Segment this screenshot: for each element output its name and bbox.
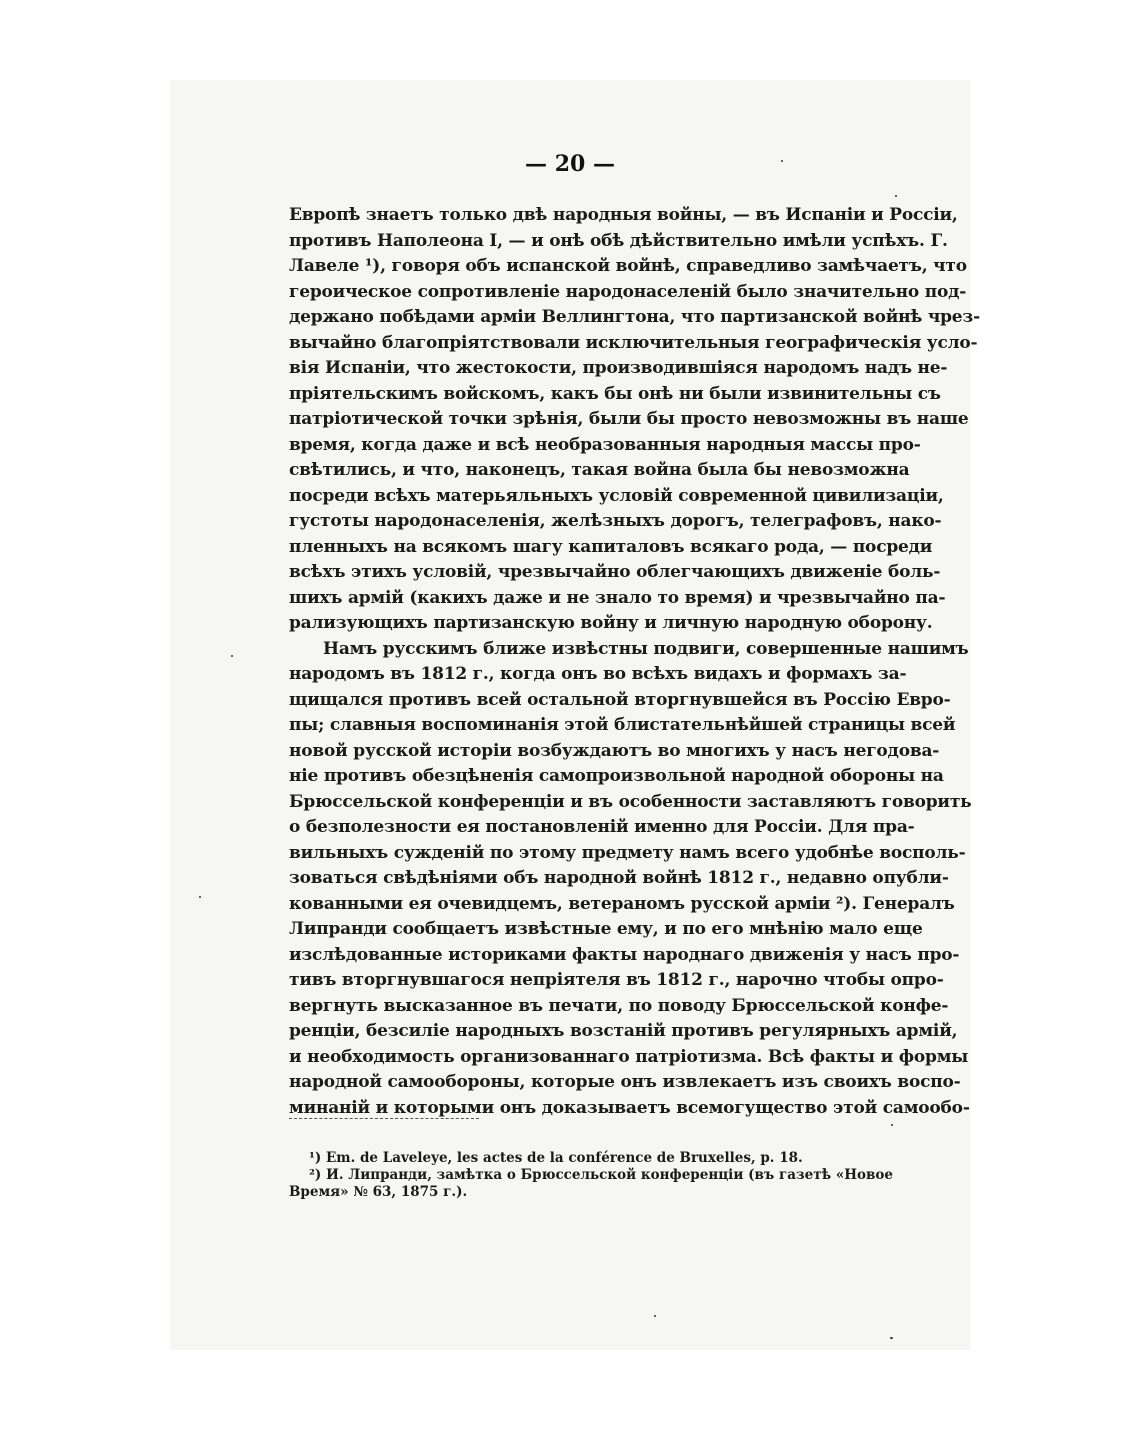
text-line: противъ Наполеона I, — и онѣ обѣ дѣйствительно имѣли успѣхъ. Г. <box>289 230 948 251</box>
footnote-separator <box>289 1118 479 1119</box>
scan-speck <box>891 1124 893 1126</box>
text-line: зоваться свѣдѣніями объ народной войнѣ 1812 г., недавно опубли- <box>289 868 949 888</box>
footnotes <box>289 1150 893 1201</box>
text-line: время, когда даже и всѣ необразованныя народныя массы про- <box>289 434 921 455</box>
text-line: о безполезности ея постановленій именно для Россіи. Для пра- <box>289 817 915 837</box>
text-line: свѣтились, и что, наконецъ, такая война была бы невозможна <box>289 460 910 480</box>
footnote-2: ²) И. Липранди, замѣтка о Брюссельской конференціи (въ газетѣ «Новое <box>309 1167 893 1183</box>
scan-speck <box>895 195 897 197</box>
text-line: пріятельскимъ войскомъ, какъ бы онѣ ни были извинительны съ <box>289 383 941 404</box>
paragraph-first-line: Намъ русскимъ ближе извѣстны подвиги, совершенные нашимъ <box>323 638 969 659</box>
text-line: ренціи, безсиліе народныхъ возстаній противъ регулярныхъ армій, <box>289 1021 958 1041</box>
scan-speck <box>199 896 201 898</box>
text-line: народной самообороны, которые онъ извлекаетъ изъ своихъ воспо- <box>289 1072 961 1092</box>
body-text <box>289 203 980 1121</box>
text-line: патріотической точки зрѣнія, были бы просто невозможны въ наше <box>289 409 969 429</box>
text-line: минаній и которыми онъ доказываетъ всемогущество этой самообо- <box>289 1097 970 1118</box>
scan-speck <box>890 1337 893 1339</box>
text-line: всѣхъ этихъ условій, чрезвычайно облегчающихъ движеніе боль- <box>289 562 941 582</box>
text-line: щищался противъ всей остальной вторгнувшейся въ Россію Евро- <box>289 689 951 710</box>
text-line: Липранди сообщаетъ извѣстные ему, и по его мнѣнію мало еще <box>289 919 923 939</box>
text-line: вія Испаніи, что жестокости, производившіяся народомъ надъ не- <box>289 358 948 378</box>
text-line: пленныхъ на всякомъ шагу капиталовъ всякаго рода, — посреди <box>289 536 933 557</box>
text-line: тивъ вторгнувшагося непріятеля въ 1812 г., нарочно чтобы опро- <box>289 970 944 990</box>
text-line: посреди всѣхъ матерьяльныхъ условій современной цивилизаціи, <box>289 485 944 506</box>
scan-speck <box>781 160 783 162</box>
text-line: новой русской исторіи возбуждаютъ во многихъ у насъ негодова- <box>289 740 940 761</box>
text-line: густоты народонаселенія, желѣзныхъ дорогъ, телеграфовъ, нако- <box>289 511 942 531</box>
text-line: пы; славныя воспоминанія этой блистательнѣйшей страницы всей <box>289 715 956 735</box>
text-line: народомъ въ 1812 г., когда онъ во всѣхъ видахъ и формахъ за- <box>289 664 907 684</box>
page-number: — 20 — <box>525 151 615 177</box>
text-line: вергнуть высказанное въ печати, по поводу Брюссельской конфе- <box>289 995 949 1016</box>
text-line: и необходимость организованнаго патріотизма. Всѣ факты и формы <box>289 1046 969 1067</box>
text-line: изслѣдованные историками факты народнаго движенія у насъ про- <box>289 944 960 965</box>
text-line: Лавеле ¹), говоря объ испанской войнѣ, справедливо замѣчаетъ, что <box>289 256 967 276</box>
text-line: героическое сопротивленіе народонаселеній было значительно под- <box>289 281 967 302</box>
text-line: держано побѣдами арміи Веллингтона, что партизанской войнѣ чрез- <box>289 307 980 327</box>
text-line: ніе противъ обезцѣненія самопроизвольной народной обороны на <box>289 766 944 786</box>
scan-speck <box>654 1315 656 1317</box>
text-line: Европѣ знаетъ только двѣ народныя войны, — въ Испаніи и Россіи, <box>289 205 958 225</box>
text-line: шихъ армій (какихъ даже и не знало то время) и чрезвычайно па- <box>289 587 946 608</box>
text-line: Брюссельской конференціи и въ особенности заставляютъ говорить <box>289 791 972 812</box>
text-line: кованными ея очевидцемъ, ветераномъ русской арміи ²). Генералъ <box>289 893 955 914</box>
text-line: вильныхъ сужденій по этому предмету намъ всего удобнѣе восполь- <box>289 842 966 863</box>
footnote-1: ¹) Em. de Laveleye, les actes de la conférence de Bruxelles, p. 18. <box>309 1150 803 1166</box>
text-line: рализующихъ партизанскую войну и личную народную оборону. <box>289 613 933 633</box>
scan-speck <box>231 655 233 657</box>
footnote-2-continued: Время» № 63, 1875 г.). <box>289 1184 468 1200</box>
text-line: вычайно благопріятствовали исключительныя географическія усло- <box>289 332 978 353</box>
